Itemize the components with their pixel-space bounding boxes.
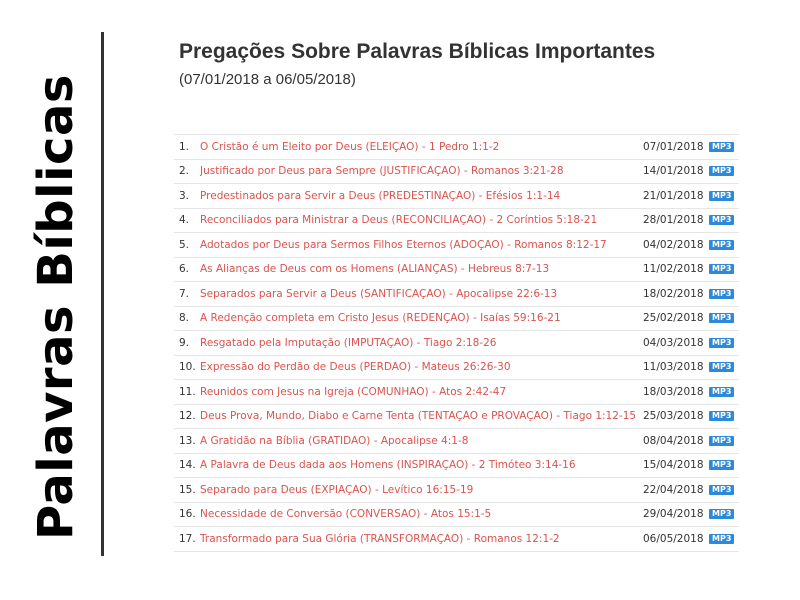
sermon-date: 25/03/2018 [643, 410, 704, 423]
sermon-list [174, 134, 739, 552]
sermon-number: 1. [179, 140, 190, 153]
mp3-cell [709, 362, 739, 372]
sermon-date: 07/01/2018 [643, 140, 704, 153]
sermon-number: 8. [179, 312, 190, 325]
mp3-badge[interactable]: MP3 [709, 411, 734, 421]
sermon-number: 15. [179, 483, 196, 496]
sermon-row [174, 307, 739, 332]
sermon-link[interactable]: Necessidade de Conversão (CONVERSÃO) - Atos 15:1-5 [200, 508, 492, 521]
mp3-cell [709, 313, 739, 323]
sermon-row [174, 429, 739, 454]
mp3-badge[interactable]: MP3 [709, 460, 734, 470]
mp3-cell [709, 387, 739, 397]
sermon-link[interactable]: Resgatado pela Imputação (IMPUTAÇÃO) - Tiago 2:18-26 [200, 336, 497, 349]
sermon-date: 11/02/2018 [643, 263, 704, 276]
mp3-badge[interactable]: MP3 [709, 534, 734, 544]
sermon-row [174, 527, 739, 552]
sermon-link[interactable]: A Redenção completa em Cristo Jesus (REDENÇÃO) - Isaías 59:16-21 [200, 312, 561, 325]
sermon-number: 17. [179, 532, 196, 545]
mp3-badge[interactable]: MP3 [709, 166, 734, 176]
sermon-row [174, 380, 739, 405]
sermon-date: 29/04/2018 [643, 508, 704, 521]
mp3-badge[interactable]: MP3 [709, 485, 734, 495]
mp3-badge[interactable]: MP3 [709, 362, 734, 372]
mp3-cell [709, 534, 739, 544]
mp3-badge[interactable]: MP3 [709, 338, 734, 348]
sermon-number: 6. [179, 263, 190, 276]
sermon-number: 5. [179, 238, 190, 251]
sermon-number: 3. [179, 189, 190, 202]
vertical-divider [101, 32, 104, 556]
sermon-number: 2. [179, 165, 190, 178]
sermon-row [174, 233, 739, 258]
sermon-row [174, 160, 739, 185]
mp3-cell [709, 166, 739, 176]
sermon-date: 22/04/2018 [643, 483, 704, 496]
mp3-cell [709, 436, 739, 446]
sermon-date: 11/03/2018 [643, 361, 704, 374]
sermon-number: 11. [179, 385, 196, 398]
sermon-number: 13. [179, 434, 196, 447]
mp3-badge[interactable]: MP3 [709, 215, 734, 225]
sermon-link[interactable]: Expressão do Perdão de Deus (PERDÃO) - Mateus 26:26-30 [200, 361, 511, 374]
sermon-row [174, 405, 739, 430]
date-range: (07/01/2018 a 06/05/2018) [179, 71, 356, 88]
sermon-number: 16. [179, 508, 196, 521]
page-title: Pregações Sobre Palavras Bíblicas Importantes [179, 40, 656, 63]
sermon-date: 04/03/2018 [643, 336, 704, 349]
sermon-date: 14/01/2018 [643, 165, 704, 178]
mp3-badge[interactable]: MP3 [709, 313, 734, 323]
mp3-cell [709, 142, 739, 152]
mp3-cell [709, 338, 739, 348]
sermon-number: 12. [179, 410, 196, 423]
sermon-date: 15/04/2018 [643, 459, 704, 472]
mp3-badge[interactable]: MP3 [709, 240, 734, 250]
sermon-link[interactable]: Transformado para Sua Glória (TRANSFORMAÇÃO) - Romanos 12:1-2 [200, 532, 560, 545]
sermon-row [174, 258, 739, 283]
mp3-badge[interactable]: MP3 [709, 191, 734, 201]
sermon-link[interactable]: Predestinados para Servir a Deus (PREDESTINAÇÃO) - Efésios 1:1-14 [200, 189, 561, 202]
sermon-date: 28/01/2018 [643, 214, 704, 227]
sermon-link[interactable]: A Gratidão na Bíblia (GRATIDÃO) - Apocalipse 4:1-8 [200, 434, 469, 447]
sermon-link[interactable]: As Alianças de Deus com os Homens (ALIANÇAS) - Hebreus 8:7-13 [200, 263, 550, 276]
sermon-link[interactable]: Deus Prova, Mundo, Diabo e Carne Tenta (TENTAÇÃO e PROVAÇÃO) - Tiago 1:12-15 [200, 410, 637, 423]
sermon-row [174, 209, 739, 234]
mp3-cell [709, 264, 739, 274]
mp3-cell [709, 215, 739, 225]
page-header [179, 38, 779, 90]
sermon-date: 06/05/2018 [643, 532, 704, 545]
mp3-badge[interactable]: MP3 [709, 264, 734, 274]
sermon-link[interactable]: Reconciliados para Ministrar a Deus (RECONCILIAÇÃO) - 2 Coríntios 5:18-21 [200, 214, 598, 227]
sermon-link[interactable]: O Cristão é um Eleito por Deus (ELEIÇÃO) - 1 Pedro 1:1-2 [200, 140, 500, 153]
sermon-date: 18/03/2018 [643, 385, 704, 398]
mp3-cell [709, 460, 739, 470]
mp3-badge[interactable]: MP3 [709, 509, 734, 519]
sermon-link[interactable]: Reunidos com Jesus na Igreja (COMUNHÃO) - Atos 2:42-47 [200, 385, 507, 398]
sermon-number: 10. [179, 361, 196, 374]
sermon-date: 21/01/2018 [643, 189, 704, 202]
mp3-cell [709, 240, 739, 250]
sermon-number: 14. [179, 459, 196, 472]
mp3-cell [709, 485, 739, 495]
sermon-link[interactable]: Adotados por Deus para Sermos Filhos Eternos (ADOÇÃO) - Romanos 8:12-17 [200, 238, 607, 251]
sermon-row [174, 331, 739, 356]
sidebar-title-text: Palavras Bíblicas [28, 74, 84, 540]
sermon-row [174, 282, 739, 307]
mp3-badge[interactable]: MP3 [709, 436, 734, 446]
sermon-number: 4. [179, 214, 190, 227]
sermon-link[interactable]: Separado para Deus (EXPIAÇÃO) - Levítico 16:15-19 [200, 483, 474, 496]
sermon-row [174, 454, 739, 479]
sermon-row [174, 135, 739, 160]
mp3-badge[interactable]: MP3 [709, 387, 734, 397]
sermon-number: 9. [179, 336, 190, 349]
sidebar-title [28, 0, 88, 600]
sermon-row [174, 478, 739, 503]
sermon-date: 18/02/2018 [643, 287, 704, 300]
mp3-cell [709, 289, 739, 299]
sermon-link[interactable]: Separados para Servir a Deus (SANTIFICAÇÃO) - Apocalipse 22:6-13 [200, 287, 558, 300]
mp3-badge[interactable]: MP3 [709, 142, 734, 152]
mp3-badge[interactable]: MP3 [709, 289, 734, 299]
sermon-number: 7. [179, 287, 190, 300]
sermon-link[interactable]: A Palavra de Deus dada aos Homens (INSPIRAÇÃO) - 2 Timóteo 3:14-16 [200, 459, 576, 472]
sermon-row [174, 503, 739, 528]
mp3-cell [709, 411, 739, 421]
mp3-cell [709, 509, 739, 519]
sermon-date: 04/02/2018 [643, 238, 704, 251]
sermon-row [174, 356, 739, 381]
sermon-date: 08/04/2018 [643, 434, 704, 447]
sermon-row [174, 184, 739, 209]
sermon-link[interactable]: Justificado por Deus para Sempre (JUSTIFICAÇÃO) - Romanos 3:21-28 [200, 165, 564, 178]
mp3-cell [709, 191, 739, 201]
sermon-date: 25/02/2018 [643, 312, 704, 325]
